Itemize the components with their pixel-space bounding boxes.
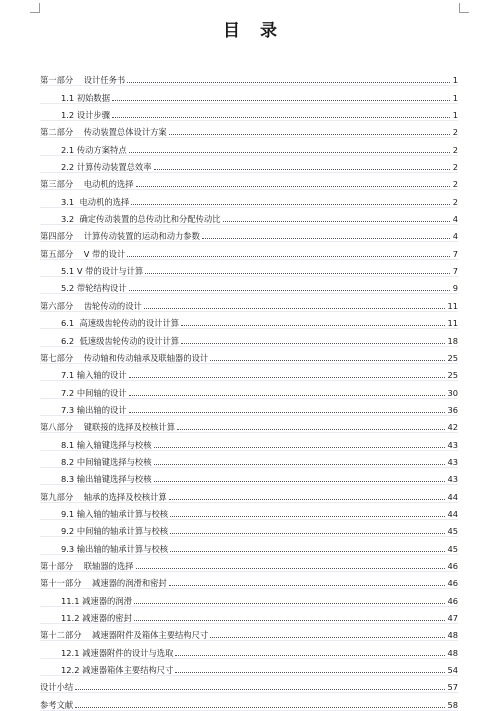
toc-entry-page-number: 46 bbox=[447, 578, 458, 589]
toc-entry-page-number: 9 bbox=[452, 283, 458, 294]
toc-dot-leader bbox=[154, 480, 446, 482]
toc-dot-leader bbox=[175, 671, 445, 673]
toc-entry-label: 5.1 V 带的设计与计算 bbox=[61, 266, 144, 277]
toc-entry[interactable] bbox=[40, 607, 458, 624]
toc-dot-leader bbox=[202, 237, 450, 239]
toc-entry[interactable] bbox=[40, 312, 458, 329]
toc-entry[interactable] bbox=[40, 242, 458, 259]
toc-entry-page-number: 43 bbox=[447, 439, 458, 450]
toc-entry-label: 第六部分 齿轮传动的设计 bbox=[40, 300, 142, 311]
toc-entry-page-number: 1 bbox=[452, 110, 458, 121]
toc-entry[interactable] bbox=[40, 225, 458, 242]
toc-entry-page-number: 2 bbox=[452, 162, 458, 173]
toc-entry-page-number: 4 bbox=[452, 214, 458, 225]
toc-entry-page-number: 36 bbox=[447, 404, 458, 415]
toc-dot-leader bbox=[134, 619, 446, 621]
toc-dot-leader bbox=[129, 376, 446, 378]
toc-entry[interactable] bbox=[40, 659, 458, 676]
toc-dot-leader bbox=[129, 394, 446, 396]
toc-entry-label: 第四部分 计算传动装置的运动和动力参数 bbox=[40, 231, 200, 242]
toc-entry-label: 第九部分 轴承的选择及校核计算 bbox=[40, 491, 167, 502]
toc-entry-label: 第三部分 电动机的选择 bbox=[40, 179, 134, 190]
toc-entry-label: 8.3 输出轴键选择与校核 bbox=[61, 474, 152, 485]
toc-entry-page-number: 45 bbox=[447, 543, 458, 554]
toc-entry-label: 设计小结 bbox=[40, 682, 74, 693]
toc-entry[interactable] bbox=[40, 676, 458, 693]
toc-entry-label: 9.2 中间轴的轴承计算与校核 bbox=[61, 526, 169, 537]
toc-entry-page-number: 30 bbox=[447, 387, 458, 398]
toc-entry[interactable] bbox=[40, 468, 458, 485]
toc-entry-page-number: 48 bbox=[447, 630, 458, 641]
toc-entry[interactable] bbox=[40, 190, 458, 207]
toc-dot-leader bbox=[181, 324, 445, 326]
toc-entry-label: 第一部分 设计任务书 bbox=[40, 75, 126, 86]
toc-entry-page-number: 11 bbox=[447, 318, 458, 329]
toc-entry-page-number: 7 bbox=[452, 266, 458, 277]
toc-entry-label: 8.1 输入轴键选择与校核 bbox=[61, 439, 152, 450]
toc-dot-leader bbox=[175, 654, 445, 656]
toc-entry-page-number: 1 bbox=[452, 75, 458, 86]
toc-entry-page-number: 45 bbox=[447, 526, 458, 537]
toc-dot-leader bbox=[112, 116, 450, 118]
toc-dot-leader bbox=[169, 498, 446, 500]
toc-entry-page-number: 46 bbox=[447, 560, 458, 571]
toc-dot-leader bbox=[154, 168, 450, 170]
toc-entry-page-number: 54 bbox=[447, 665, 458, 676]
toc-entry-page-number: 46 bbox=[447, 595, 458, 606]
toc-entry-page-number: 43 bbox=[447, 456, 458, 467]
toc-entry[interactable] bbox=[40, 277, 458, 294]
toc-entry-page-number: 4 bbox=[452, 231, 458, 242]
toc-dot-leader bbox=[136, 185, 450, 187]
toc-entry-label: 7.3 输出轴的设计 bbox=[61, 404, 127, 415]
toc-entry-label: 6.2 低速级齿轮传动的设计计算 bbox=[61, 335, 180, 346]
toc-dot-leader bbox=[181, 342, 445, 344]
crop-mark-top-left bbox=[30, 3, 40, 13]
toc-dot-leader bbox=[75, 706, 445, 708]
toc-entry-page-number: 57 bbox=[447, 682, 458, 693]
toc-entry[interactable] bbox=[40, 416, 458, 433]
toc-dot-leader bbox=[129, 289, 450, 291]
toc-entry-page-number: 47 bbox=[447, 613, 458, 623]
toc-entry[interactable] bbox=[40, 156, 458, 173]
toc-entry[interactable] bbox=[40, 399, 458, 416]
toc-dot-leader bbox=[170, 532, 445, 534]
toc-entry[interactable] bbox=[40, 503, 458, 520]
toc-entry-label: 1.2 设计步骤 bbox=[61, 110, 111, 121]
toc-entry-page-number: 58 bbox=[447, 699, 458, 710]
toc-dot-leader bbox=[129, 151, 450, 153]
toc-entry-label: 9.3 输出轴的轴承计算与校核 bbox=[61, 543, 169, 554]
toc-entry-page-number: 2 bbox=[452, 179, 458, 190]
toc-entry-label: 11.1 减速器的润滑 bbox=[61, 595, 132, 606]
toc-entry-page-number: 43 bbox=[447, 474, 458, 485]
crop-mark-top-right bbox=[459, 3, 469, 13]
toc-entry-page-number: 11 bbox=[447, 300, 458, 311]
toc-entry[interactable] bbox=[40, 69, 458, 86]
toc-entry-page-number: 2 bbox=[452, 127, 458, 138]
toc-entry-page-number: 18 bbox=[447, 335, 458, 346]
toc-dot-leader bbox=[210, 636, 445, 638]
toc-entry-page-number: 25 bbox=[447, 352, 458, 363]
toc-entry[interactable] bbox=[40, 329, 458, 346]
toc-entry[interactable] bbox=[40, 364, 458, 381]
toc-entry-label: 第五部分 V 带的设计 bbox=[40, 248, 126, 259]
toc-entry-page-number: 44 bbox=[447, 491, 458, 502]
toc-entry-page-number: 7 bbox=[452, 248, 458, 259]
toc-entry-label: 第八部分 键联接的选择及校核计算 bbox=[40, 422, 176, 433]
toc-dot-leader bbox=[177, 428, 445, 430]
toc-dot-leader bbox=[170, 550, 445, 552]
toc-entry-label: 12.1 减速器附件的设计与选取 bbox=[61, 647, 174, 658]
toc-entry-label: 第十一部分 减速器的润滑和密封 bbox=[40, 578, 167, 589]
toc-entry-page-number: 2 bbox=[452, 144, 458, 155]
toc-dot-leader bbox=[127, 255, 450, 257]
toc-entry-label: 7.1 输入轴的设计 bbox=[61, 370, 127, 381]
toc-entry-label: 7.2 中间轴的设计 bbox=[61, 387, 127, 398]
toc-entry[interactable] bbox=[40, 173, 458, 190]
toc-dot-leader bbox=[144, 307, 446, 309]
toc-entry-label: 3.1 电动机的选择 bbox=[61, 196, 130, 207]
toc-entry-label: 9.1 输入轴的轴承计算与校核 bbox=[61, 508, 169, 519]
toc-dot-leader bbox=[169, 133, 450, 135]
toc-entry-page-number: 48 bbox=[447, 647, 458, 658]
toc-title bbox=[0, 16, 500, 41]
toc-dot-leader bbox=[134, 602, 446, 604]
toc-dot-leader bbox=[131, 203, 450, 205]
toc-entry[interactable] bbox=[40, 260, 458, 277]
toc-entry-page-number: 44 bbox=[447, 508, 458, 519]
toc-entry[interactable] bbox=[40, 641, 458, 658]
toc-entry-page-number: 2 bbox=[452, 196, 458, 207]
toc-entry-label: 第十部分 联轴器的选择 bbox=[40, 560, 134, 571]
toc-dot-leader bbox=[129, 411, 446, 413]
toc-entry-label: 第二部分 传动装置总体设计方案 bbox=[40, 127, 167, 138]
toc-dot-leader bbox=[145, 272, 450, 274]
toc-entry[interactable] bbox=[40, 381, 458, 398]
toc-dot-leader bbox=[154, 446, 446, 448]
toc-dot-leader bbox=[223, 220, 450, 222]
toc-entry[interactable] bbox=[40, 693, 458, 710]
toc-dot-leader bbox=[210, 359, 445, 361]
toc-entry-page-number: 25 bbox=[447, 370, 458, 381]
toc-dot-leader bbox=[112, 99, 450, 101]
toc-entry[interactable] bbox=[40, 347, 458, 364]
toc-entry[interactable] bbox=[40, 485, 458, 502]
toc-entry[interactable] bbox=[40, 208, 458, 225]
toc-title-char-1: 目 bbox=[223, 21, 240, 41]
toc-entry[interactable] bbox=[40, 624, 458, 641]
toc-entry-label: 6.1 高速级齿轮传动的设计计算 bbox=[61, 318, 180, 329]
toc-entry-label: 5.2 带轮结构设计 bbox=[61, 283, 127, 294]
toc-entry-page-number: 1 bbox=[452, 92, 458, 103]
toc-entry[interactable] bbox=[40, 572, 458, 589]
toc-entry[interactable] bbox=[40, 451, 458, 468]
toc-entry-label: 3.2 确定传动装置的总传动比和分配传动比 bbox=[61, 214, 221, 225]
toc-entry[interactable] bbox=[40, 121, 458, 138]
toc-entry[interactable] bbox=[40, 520, 458, 537]
toc-entry-label: 第十二部分 减速器附件及箱体主要结构尺寸 bbox=[40, 630, 209, 641]
table-of-contents bbox=[40, 69, 458, 711]
toc-entry[interactable] bbox=[40, 294, 458, 311]
toc-entry[interactable] bbox=[40, 555, 458, 572]
toc-dot-leader bbox=[170, 515, 445, 517]
toc-entry-label: 第七部分 传动轴和传动轴承及联轴器的设计 bbox=[40, 352, 209, 363]
toc-entry-label: 1.1 初始数据 bbox=[61, 92, 111, 103]
toc-entry-label: 12.2 减速器箱体主要结构尺寸 bbox=[61, 665, 174, 676]
toc-entry-page-number: 42 bbox=[447, 422, 458, 433]
toc-dot-leader bbox=[136, 567, 446, 569]
toc-entry-label: 8.2 中间轴键选择与校核 bbox=[61, 456, 152, 467]
toc-entry-label: 2.1 传动方案特点 bbox=[61, 144, 127, 155]
toc-dot-leader bbox=[127, 81, 450, 83]
toc-title-char-2: 录 bbox=[260, 21, 277, 41]
toc-dot-leader bbox=[75, 688, 445, 690]
toc-entry[interactable] bbox=[40, 104, 458, 121]
toc-entry-label: 11.2 减速器的密封 bbox=[61, 613, 132, 623]
toc-entry[interactable] bbox=[40, 537, 458, 554]
toc-entry[interactable] bbox=[40, 138, 458, 155]
toc-entry[interactable] bbox=[40, 433, 458, 450]
toc-dot-leader bbox=[154, 463, 446, 465]
toc-dot-leader bbox=[169, 584, 446, 586]
toc-entry-label: 2.2 计算传动装置总效率 bbox=[61, 162, 152, 173]
toc-entry-label: 参考文献 bbox=[40, 699, 74, 710]
toc-entry[interactable] bbox=[40, 589, 458, 606]
toc-entry[interactable] bbox=[40, 86, 458, 103]
